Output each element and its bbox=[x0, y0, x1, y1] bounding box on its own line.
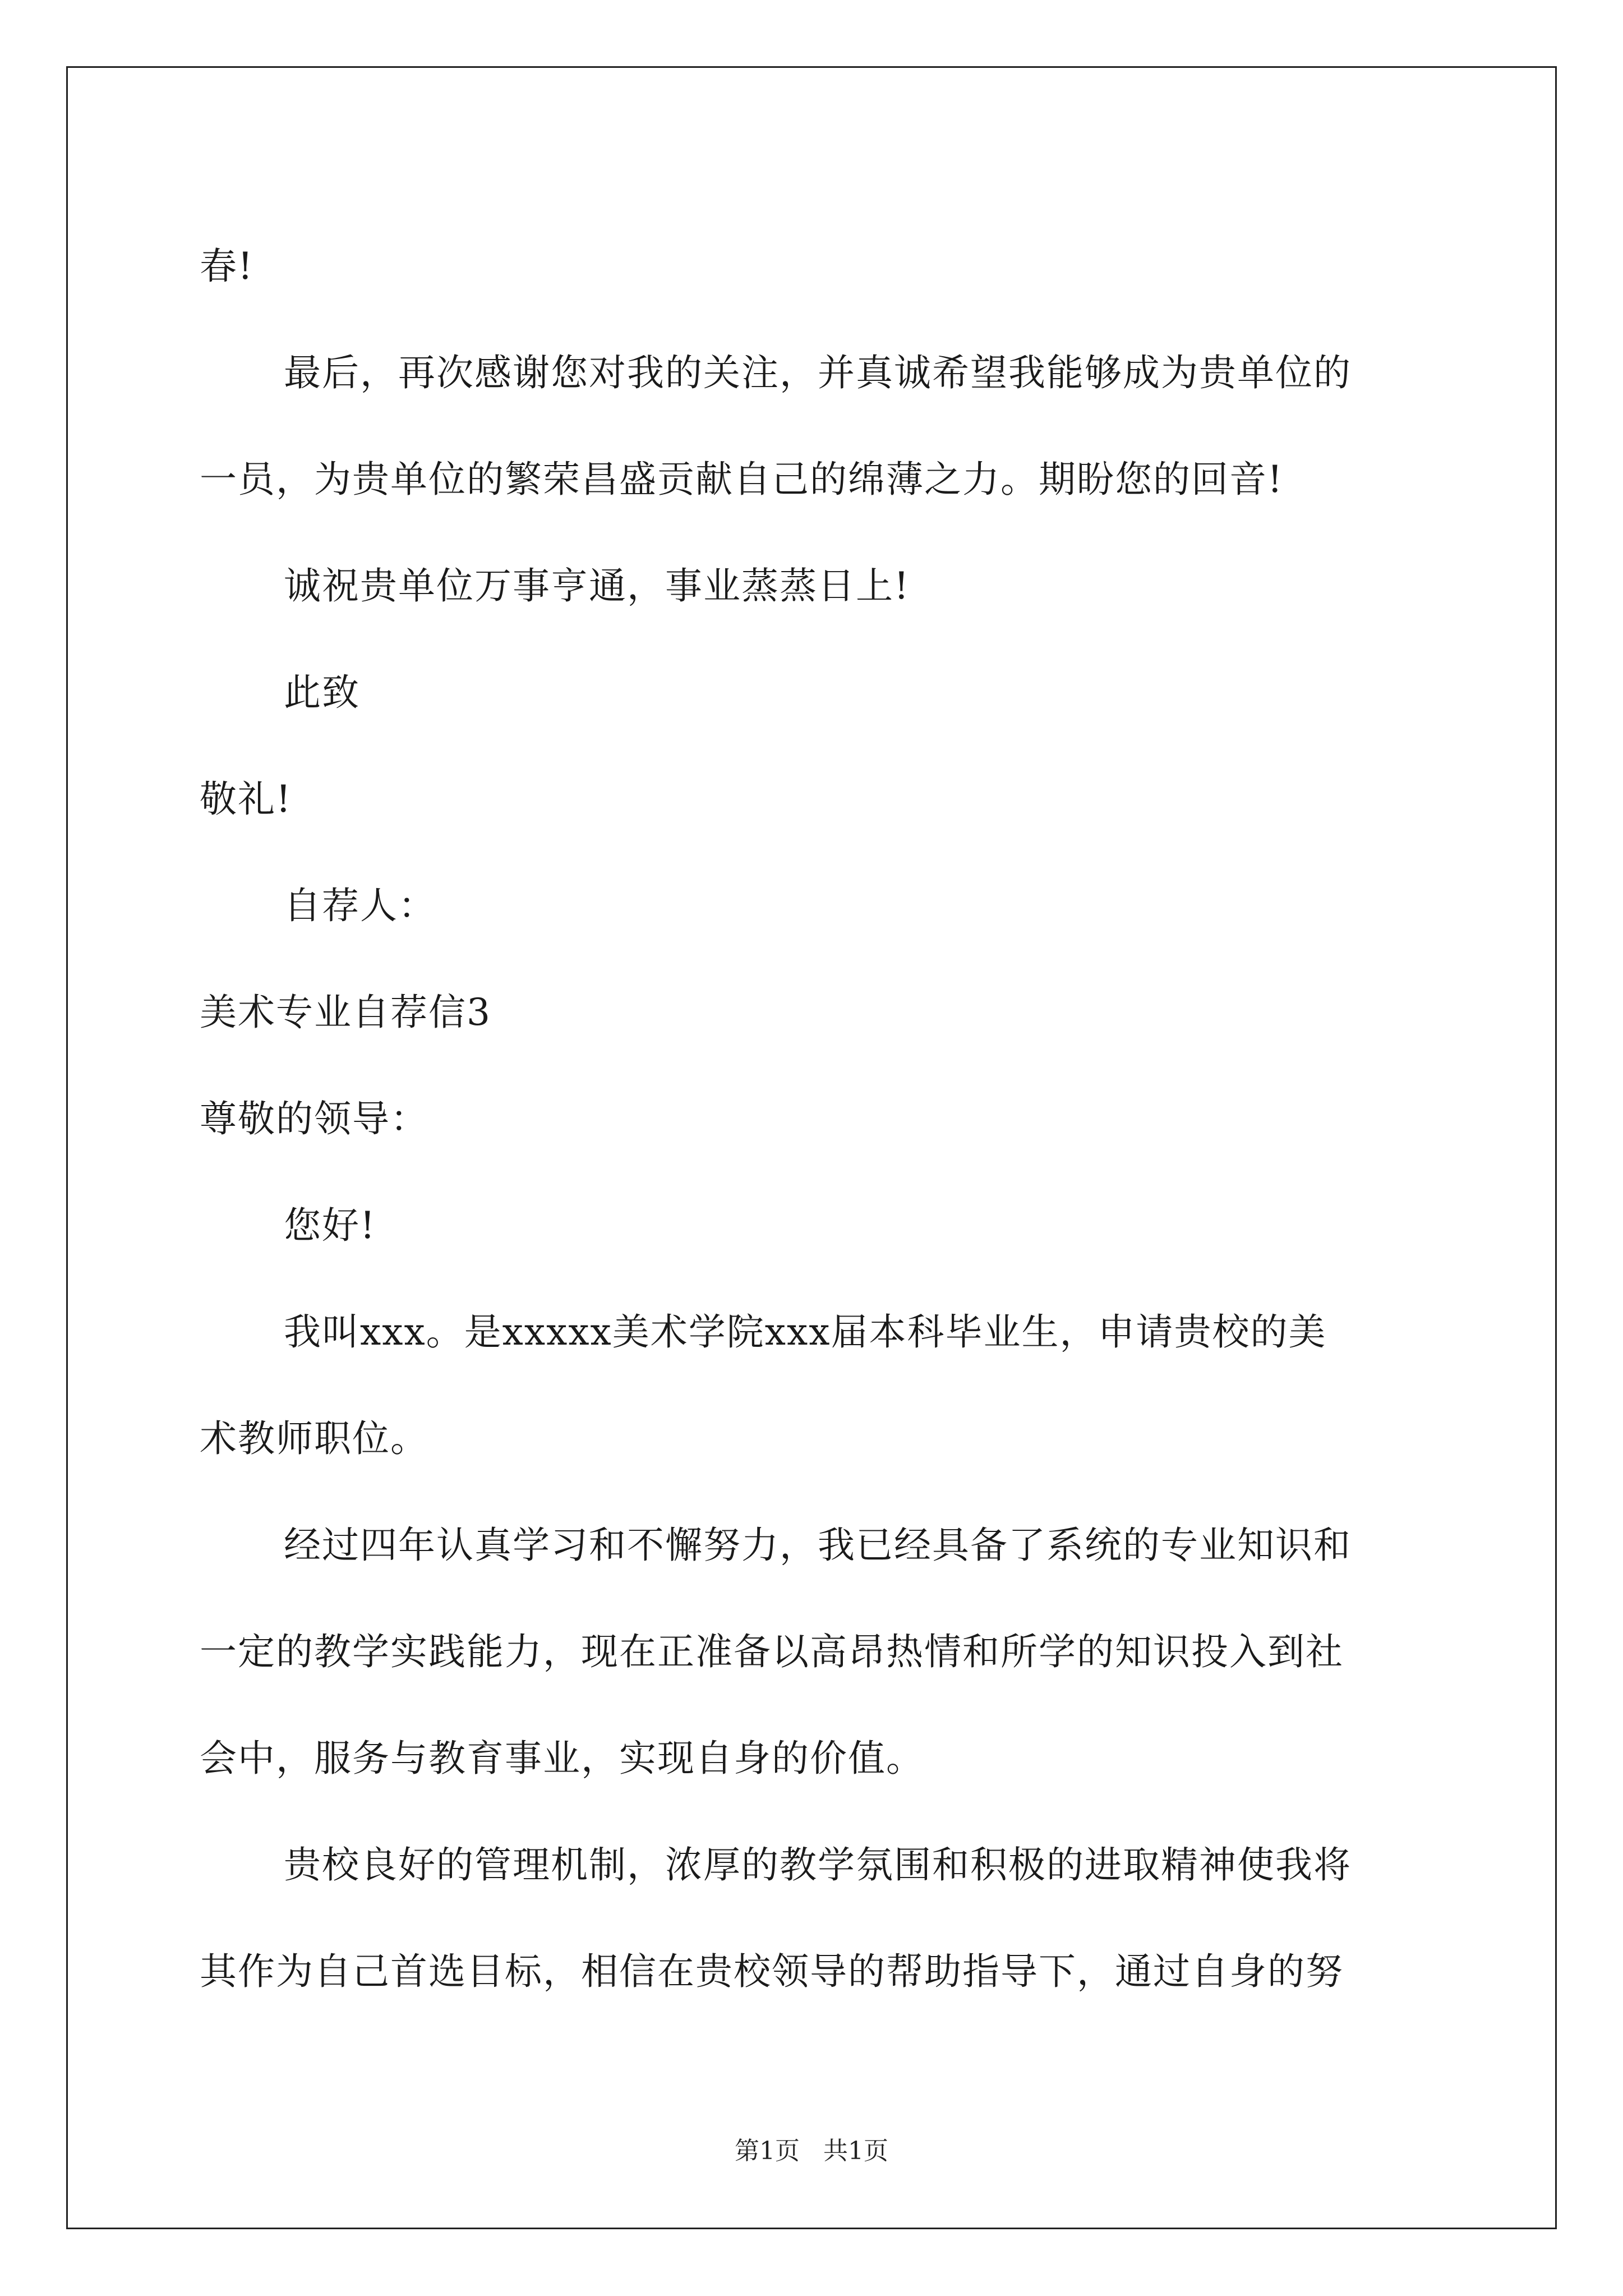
greeting: 您好! bbox=[284, 1204, 376, 1247]
body-line: 最后，再次感谢您对我的关注，并真诚希望我能够成为贵单位的 bbox=[284, 351, 1352, 394]
closing-salutation: 此致 bbox=[284, 671, 360, 714]
greeting-recipient: 尊敬的领导： bbox=[200, 1097, 428, 1140]
closing-regards: 敬礼! bbox=[200, 777, 292, 821]
body-line: 贵校良好的管理机制，浓厚的教学氛围和积极的进取精神使我将 bbox=[284, 1843, 1352, 1887]
signature-label: 自荐人： bbox=[284, 884, 436, 927]
body-line: 其作为自己首选目标，相信在贵校领导的帮助指导下，通过自身的努 bbox=[200, 1950, 1344, 1993]
body-line: 会中，服务与教育事业，实现自身的价值。 bbox=[200, 1737, 924, 1780]
letter-body bbox=[200, 213, 1428, 2025]
body-line: 一定的教学实践能力，现在正准备以高昂热情和所学的知识投入到社 bbox=[200, 1630, 1344, 1673]
body-line: 一员，为贵单位的繁荣昌盛贡献自己的绵薄之力。期盼您的回音! bbox=[200, 458, 1284, 501]
section-title: 美术专业自荐信3 bbox=[200, 991, 491, 1034]
body-line: 经过四年认真学习和不懈努力，我已经具备了系统的专业知识和 bbox=[284, 1524, 1352, 1567]
body-line: 术教师职位。 bbox=[200, 1417, 428, 1460]
page-number-footer: 第1页 共1页 bbox=[735, 2137, 888, 2165]
body-line: 诚祝贵单位万事亨通，事业蒸蒸日上! bbox=[284, 564, 910, 608]
body-line: 春! bbox=[200, 245, 254, 288]
body-line: 我叫xxx。是xxxxx美术学院xxx届本科毕业生，申请贵校的美 bbox=[284, 1310, 1327, 1354]
